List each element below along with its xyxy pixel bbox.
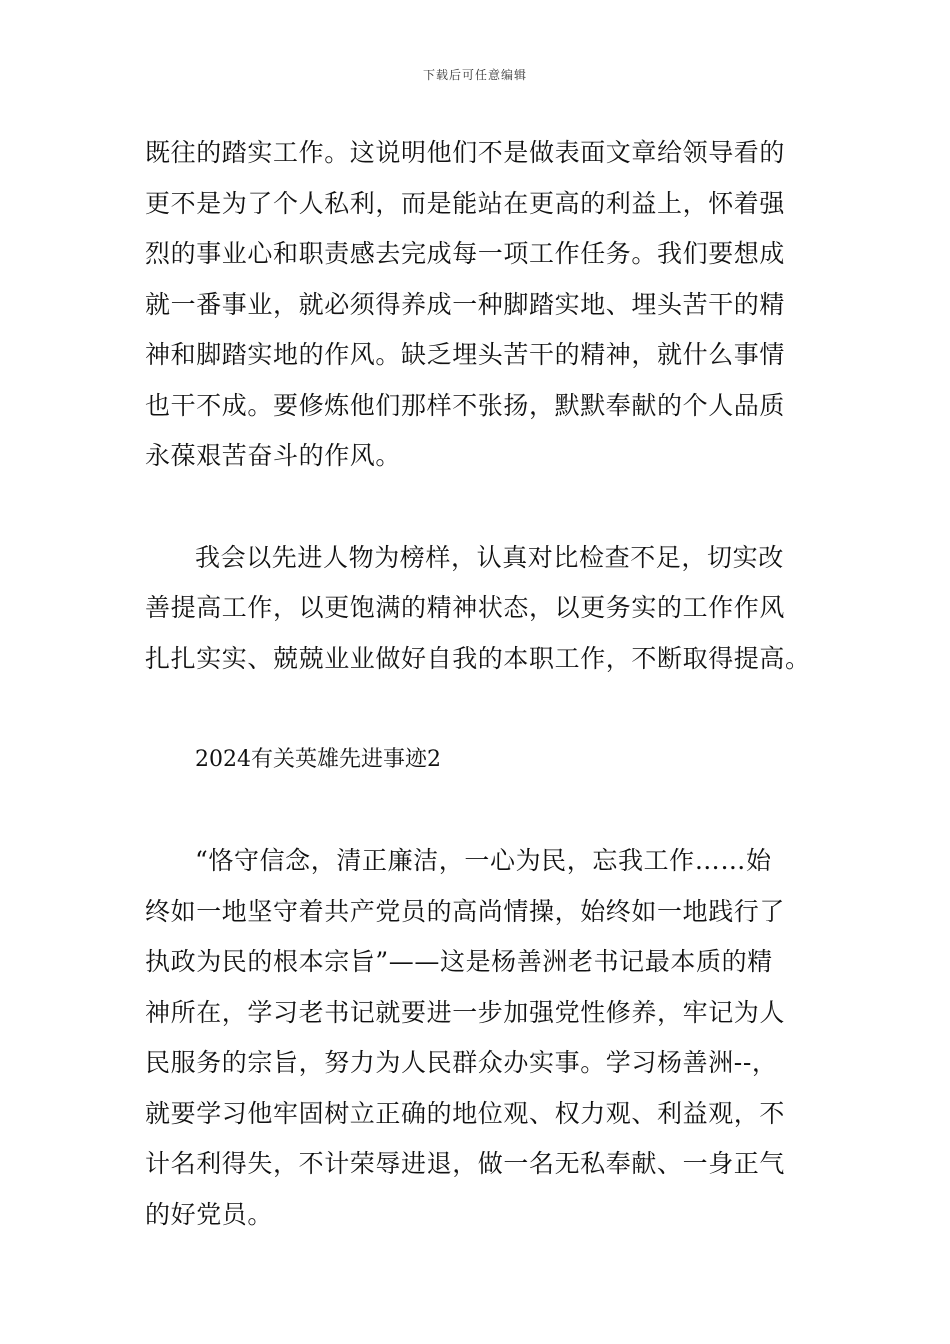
- text-line: 善提高工作，以更饱满的精神状态，以更务实的工作作风: [145, 593, 786, 622]
- paragraph-spacer: [145, 684, 805, 735]
- paragraph-spacer: [145, 482, 805, 533]
- page-header-note: 下载后可任意编辑: [422, 68, 527, 82]
- text-line: “恪守信念，清正廉洁，一心为民，忘我工作……始: [195, 846, 772, 875]
- paragraph-1: [145, 128, 805, 482]
- text-line: 我会以先进人物为榜样，认真对比检查不足，切实改: [195, 542, 784, 572]
- text-line: 烈的事业心和职责感去完成每一项工作任务。我们要想成: [145, 239, 786, 268]
- text-line: 就要学习他牢固树立正确的地位观、权力观、利益观，不: [145, 1098, 786, 1128]
- paragraph-2: [145, 533, 811, 685]
- text-line: 既往的踏实工作。这说明他们不是做表面文章给领导看的: [145, 138, 786, 167]
- text-line: 扎扎实实、兢兢业业做好自我的本职工作，不断取得提高。: [145, 643, 811, 673]
- text-line: 执政为民的根本宗旨”——这是杨善洲老书记最本质的精: [145, 947, 773, 976]
- text-line: 也干不成。要修炼他们那样不张扬，默默奉献的个人品质: [145, 390, 786, 420]
- text-line: 神所在，学习老书记就要进一步加强党性修养，牢记为人: [145, 997, 786, 1027]
- text-line: 神和脚踏实地的作风。缺乏埋头苦干的精神，就什么事情: [145, 340, 786, 369]
- text-line: 就一番事业，就必须得养成一种脚踏实地、埋头苦干的精: [145, 289, 786, 319]
- document-body: [145, 128, 811, 1240]
- text-line: 终如一地坚守着共产党员的高尚情操，始终如一地践行了: [145, 896, 786, 926]
- paragraph-3: [145, 836, 805, 1240]
- text-line: 永葆艰苦奋斗的作风。: [145, 441, 402, 470]
- text-line: 更不是为了个人私利，而是能站在更高的利益上，怀着强: [145, 188, 786, 218]
- paragraph-spacer: [145, 785, 805, 836]
- text-line: 民服务的宗旨，努力为人民群众办实事。学习杨善洲--，: [145, 1048, 778, 1077]
- text-line: 的好党员。: [145, 1199, 274, 1229]
- section-heading: 2024有关英雄先进事迹2: [195, 747, 441, 772]
- text-line: 计名利得失，不计荣辱进退，做一名无私奉献、一身正气: [145, 1149, 786, 1178]
